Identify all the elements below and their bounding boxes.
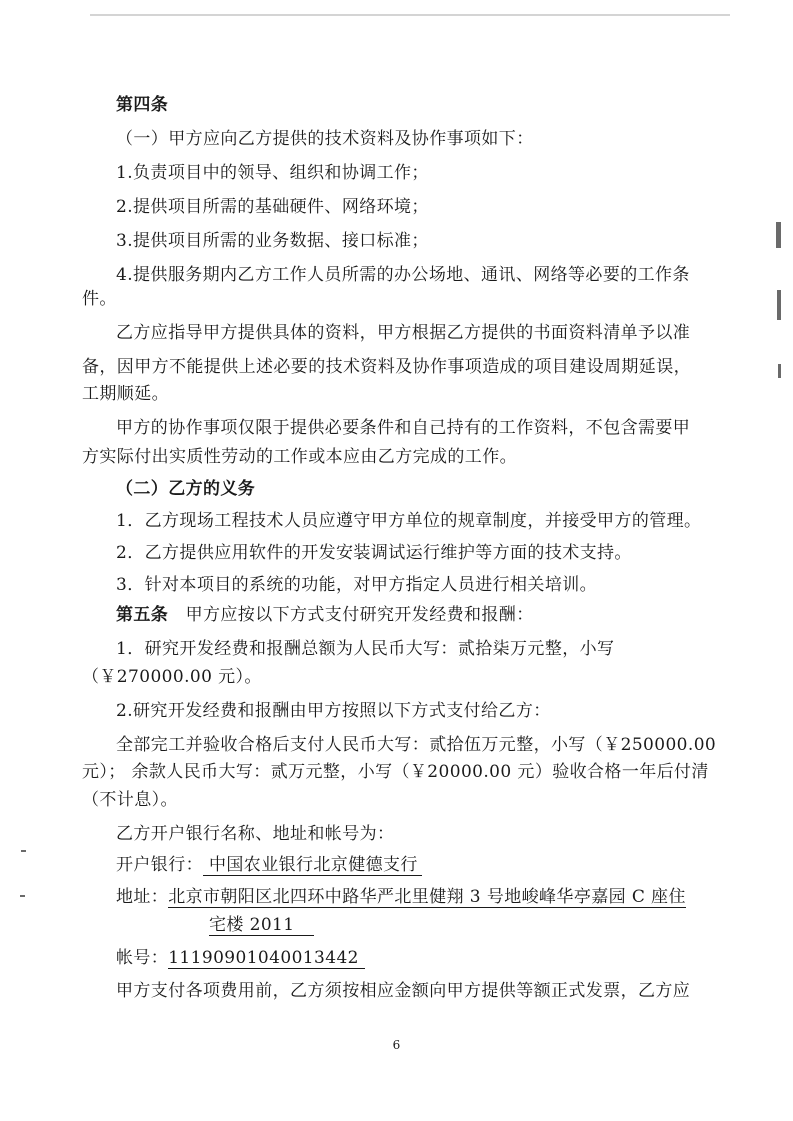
account-row — [116, 946, 365, 970]
list-item: 2．乙方提供应用软件的开发安装调试运行维护等方面的技术支持。 — [116, 543, 632, 563]
account-value: 11190901040013442 — [168, 948, 365, 969]
list-item: 3.提供项目所需的业务数据、接口标准； — [116, 231, 429, 251]
paragraph: 备，因甲方不能提供上述必要的技术资料及协作事项造成的项目建设周期延误， — [82, 357, 691, 377]
bank-row — [116, 853, 422, 877]
scan-mark — [777, 290, 781, 320]
address-value-cont: 宅楼 2011 — [209, 915, 314, 936]
address-row — [116, 885, 686, 909]
paragraph: 元）； 余款人民币大写：贰万元整，小写（￥20000.00 元）验收合格一年后付清 — [82, 762, 709, 782]
scan-mark — [776, 222, 781, 248]
list-item: 1．研究开发经费和报酬总额为人民币大写：贰拾柒万元整，小写 — [116, 639, 615, 659]
list-item: 3．针对本项目的系统的功能，对甲方指定人员进行相关培训。 — [116, 575, 598, 595]
address-label: 地址： — [116, 887, 169, 907]
paragraph: 全部完工并验收合格后支付人民币大写：贰拾伍万元整，小写（￥250000.00 — [116, 735, 717, 755]
list-item: 1．乙方现场工程技术人员应遵守甲方单位的规章制度，并接受甲方的管理。 — [116, 511, 702, 531]
paragraph: 方实际付出实质性劳动的工作或本应由乙方完成的工作。 — [82, 447, 517, 467]
list-item-continuation: （￥270000.00 元）。 — [82, 667, 262, 687]
bank-intro: 乙方开户银行名称、地址和帐号为： — [116, 824, 395, 844]
bank-label: 开户银行： — [116, 855, 203, 875]
paragraph: （不计息）。 — [82, 790, 178, 810]
scan-top-edge — [90, 14, 730, 16]
list-item-continuation: 件。 — [82, 289, 117, 309]
page-number: 6 — [392, 1038, 401, 1052]
list-item: 2.提供项目所需的基础硬件、网络环境； — [116, 197, 429, 217]
paragraph: 甲方支付各项费用前，乙方须按相应金额向甲方提供等额正式发票，乙方应 — [116, 981, 691, 1001]
section-2-heading: （二）乙方的义务 — [116, 479, 256, 499]
section-1-heading: （一）甲方应向乙方提供的技术资料及协作事项如下： — [116, 129, 534, 149]
article-5-title: 第五条 — [116, 605, 169, 625]
address-value: 北京市朝阳区北四环中路华严北里健翔 3 号地峻峰华亭嘉园 C 座住 — [168, 887, 686, 907]
scan-mark — [21, 850, 26, 852]
scan-mark — [20, 895, 25, 897]
list-item: 1.负责项目中的领导、组织和协调工作； — [116, 163, 429, 183]
scan-mark — [778, 364, 781, 378]
paragraph: 工期顺延。 — [82, 384, 169, 404]
list-item: 2.研究开发经费和报酬由甲方按照以下方式支付给乙方： — [116, 701, 551, 721]
list-item: 4.提供服务期内乙方工作人员所需的办公场地、通讯、网络等必要的工作条 — [116, 265, 690, 285]
account-label: 帐号： — [116, 948, 169, 968]
article-5-heading — [116, 603, 534, 627]
bank-value: 中国农业银行北京健德支行 — [203, 855, 422, 876]
paragraph: 乙方应指导甲方提供具体的资料，甲方根据乙方提供的书面资料清单予以准 — [116, 323, 691, 343]
article-4-title: 第四条 — [116, 95, 169, 115]
address-row-continuation — [209, 913, 314, 937]
article-5-title-rest: 甲方应按以下方式支付研究开发经费和报酬： — [185, 605, 534, 625]
paragraph: 甲方的协作事项仅限于提供必要条件和自己持有的工作资料，不包含需要甲 — [116, 418, 691, 438]
